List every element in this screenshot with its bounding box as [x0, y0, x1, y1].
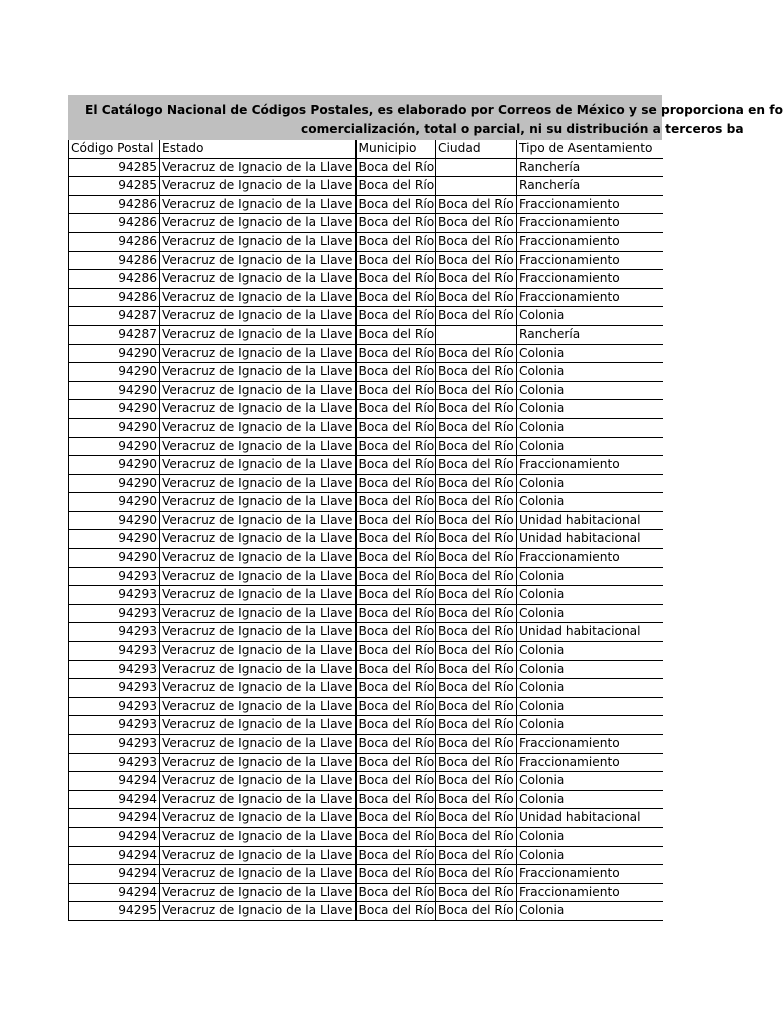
table-row — [69, 679, 663, 698]
cell-ciudad[interactable]: Boca del Río — [436, 493, 517, 512]
notice-line-2: comercialización, total o parcial, ni su distribución a terceros ba — [301, 122, 744, 136]
cell-estado[interactable]: Veracruz de Ignacio de la Llave — [160, 307, 356, 326]
cell-municipio[interactable]: Boca del Río — [356, 735, 436, 754]
cell-tipo-asentamiento[interactable]: Fraccionamiento — [517, 214, 663, 233]
cell-ciudad[interactable]: Boca del Río — [436, 660, 517, 679]
cell-codigo-postal[interactable]: 94287 — [69, 325, 160, 344]
cell-municipio[interactable]: Boca del Río — [356, 493, 436, 512]
cell-codigo-postal[interactable]: 94293 — [69, 735, 160, 754]
cell-codigo-postal[interactable]: 94294 — [69, 790, 160, 809]
cell-codigo-postal[interactable]: 94294 — [69, 883, 160, 902]
cell-ciudad[interactable]: Boca del Río — [436, 846, 517, 865]
cell-municipio[interactable]: Boca del Río — [356, 883, 436, 902]
cell-tipo-asentamiento[interactable]: Colonia — [517, 418, 663, 437]
table-row — [69, 530, 663, 549]
cell-codigo-postal[interactable]: 94293 — [69, 586, 160, 605]
cell-estado[interactable]: Veracruz de Ignacio de la Llave — [160, 827, 356, 846]
cell-estado[interactable]: Veracruz de Ignacio de la Llave — [160, 809, 356, 828]
cell-estado[interactable]: Veracruz de Ignacio de la Llave — [160, 325, 356, 344]
table-row — [69, 790, 663, 809]
cell-tipo-asentamiento[interactable]: Colonia — [517, 772, 663, 791]
cell-municipio[interactable]: Boca del Río — [356, 363, 436, 382]
cell-estado[interactable]: Veracruz de Ignacio de la Llave — [160, 586, 356, 605]
cell-ciudad[interactable]: Boca del Río — [436, 288, 517, 307]
notice-line-1: El Catálogo Nacional de Códigos Postales, es elaborado por Correos de México y se proporciona en fo — [85, 103, 783, 117]
cell-tipo-asentamiento[interactable]: Colonia — [517, 344, 663, 363]
table-row — [69, 325, 663, 344]
table-row — [69, 735, 663, 754]
cell-codigo-postal[interactable]: 94294 — [69, 827, 160, 846]
cell-tipo-asentamiento[interactable]: Colonia — [517, 902, 663, 921]
cell-codigo-postal[interactable]: 94286 — [69, 288, 160, 307]
cell-estado[interactable]: Veracruz de Ignacio de la Llave — [160, 623, 356, 642]
cell-municipio[interactable]: Boca del Río — [356, 232, 436, 251]
cell-estado[interactable]: Veracruz de Ignacio de la Llave — [160, 474, 356, 493]
cell-estado[interactable]: Veracruz de Ignacio de la Llave — [160, 456, 356, 475]
cell-municipio[interactable]: Boca del Río — [356, 827, 436, 846]
cell-ciudad[interactable]: Boca del Río — [436, 790, 517, 809]
cell-tipo-asentamiento[interactable]: Fraccionamiento — [517, 753, 663, 772]
cell-tipo-asentamiento[interactable]: Colonia — [517, 586, 663, 605]
cell-estado[interactable]: Veracruz de Ignacio de la Llave — [160, 232, 356, 251]
cell-municipio[interactable]: Boca del Río — [356, 456, 436, 475]
header-ciudad[interactable]: Ciudad — [436, 140, 517, 158]
cell-tipo-asentamiento[interactable]: Fraccionamiento — [517, 251, 663, 270]
cell-municipio[interactable]: Boca del Río — [356, 846, 436, 865]
cell-ciudad[interactable]: Boca del Río — [436, 827, 517, 846]
table-row — [69, 400, 663, 419]
cell-estado[interactable]: Veracruz de Ignacio de la Llave — [160, 642, 356, 661]
header-municipio[interactable]: Municipio — [356, 140, 436, 158]
table-row — [69, 642, 663, 661]
cell-municipio[interactable]: Boca del Río — [356, 251, 436, 270]
cell-estado[interactable]: Veracruz de Ignacio de la Llave — [160, 288, 356, 307]
cell-tipo-asentamiento[interactable]: Unidad habitacional — [517, 530, 663, 549]
table-row — [69, 623, 663, 642]
cell-codigo-postal[interactable]: 94286 — [69, 270, 160, 289]
cell-estado[interactable]: Veracruz de Ignacio de la Llave — [160, 158, 356, 177]
cell-ciudad[interactable]: Boca del Río — [436, 418, 517, 437]
cell-ciudad[interactable]: Boca del Río — [436, 567, 517, 586]
cell-ciudad[interactable]: Boca del Río — [436, 772, 517, 791]
cell-municipio[interactable]: Boca del Río — [356, 177, 436, 196]
cell-estado[interactable]: Veracruz de Ignacio de la Llave — [160, 846, 356, 865]
table-row — [69, 846, 663, 865]
table-row — [69, 456, 663, 475]
cell-ciudad[interactable] — [436, 158, 517, 177]
table-row — [69, 604, 663, 623]
cell-ciudad[interactable]: Boca del Río — [436, 307, 517, 326]
cell-ciudad[interactable]: Boca del Río — [436, 363, 517, 382]
table-row — [69, 251, 663, 270]
cell-estado[interactable]: Veracruz de Ignacio de la Llave — [160, 437, 356, 456]
cell-municipio[interactable]: Boca del Río — [356, 679, 436, 698]
table-row — [69, 418, 663, 437]
table-row — [69, 716, 663, 735]
header-tipo-asentamiento[interactable]: Tipo de Asentamiento — [517, 140, 663, 158]
cell-codigo-postal[interactable]: 94287 — [69, 307, 160, 326]
cell-municipio[interactable]: Boca del Río — [356, 158, 436, 177]
header-row — [69, 140, 663, 158]
table-row — [69, 772, 663, 791]
cell-municipio[interactable]: Boca del Río — [356, 716, 436, 735]
cell-estado[interactable]: Veracruz de Ignacio de la Llave — [160, 753, 356, 772]
cell-tipo-asentamiento[interactable]: Ranchería — [517, 158, 663, 177]
cell-codigo-postal[interactable]: 94290 — [69, 549, 160, 568]
cell-estado[interactable]: Veracruz de Ignacio de la Llave — [160, 418, 356, 437]
cell-codigo-postal[interactable]: 94290 — [69, 344, 160, 363]
cell-municipio[interactable]: Boca del Río — [356, 437, 436, 456]
cell-estado[interactable]: Veracruz de Ignacio de la Llave — [160, 865, 356, 884]
cell-ciudad[interactable]: Boca del Río — [436, 623, 517, 642]
table-row — [69, 158, 663, 177]
table-body — [69, 158, 663, 920]
cell-municipio[interactable]: Boca del Río — [356, 660, 436, 679]
table-row — [69, 809, 663, 828]
cell-tipo-asentamiento[interactable]: Colonia — [517, 679, 663, 698]
cell-tipo-asentamiento[interactable]: Colonia — [517, 474, 663, 493]
cell-codigo-postal[interactable]: 94293 — [69, 623, 160, 642]
cell-estado[interactable]: Veracruz de Ignacio de la Llave — [160, 660, 356, 679]
cell-tipo-asentamiento[interactable]: Unidad habitacional — [517, 511, 663, 530]
table-row — [69, 883, 663, 902]
cell-codigo-postal[interactable]: 94290 — [69, 456, 160, 475]
cell-estado[interactable]: Veracruz de Ignacio de la Llave — [160, 214, 356, 233]
cell-estado[interactable]: Veracruz de Ignacio de la Llave — [160, 567, 356, 586]
cell-ciudad[interactable]: Boca del Río — [436, 381, 517, 400]
cell-municipio[interactable]: Boca del Río — [356, 902, 436, 921]
cell-ciudad[interactable]: Boca del Río — [436, 753, 517, 772]
cell-estado[interactable]: Veracruz de Ignacio de la Llave — [160, 344, 356, 363]
cell-codigo-postal[interactable]: 94293 — [69, 660, 160, 679]
cell-ciudad[interactable]: Boca del Río — [436, 604, 517, 623]
table-row — [69, 474, 663, 493]
cell-ciudad[interactable]: Boca del Río — [436, 530, 517, 549]
cell-ciudad[interactable] — [436, 177, 517, 196]
cell-tipo-asentamiento[interactable]: Colonia — [517, 716, 663, 735]
cell-tipo-asentamiento[interactable]: Colonia — [517, 363, 663, 382]
cell-ciudad[interactable]: Boca del Río — [436, 437, 517, 456]
table-row — [69, 511, 663, 530]
cell-municipio[interactable]: Boca del Río — [356, 549, 436, 568]
cell-codigo-postal[interactable]: 94290 — [69, 474, 160, 493]
table-row — [69, 177, 663, 196]
cell-estado[interactable]: Veracruz de Ignacio de la Llave — [160, 697, 356, 716]
table-row — [69, 902, 663, 921]
cell-codigo-postal[interactable]: 94293 — [69, 679, 160, 698]
cell-ciudad[interactable]: Boca del Río — [436, 344, 517, 363]
table-row — [69, 567, 663, 586]
cell-tipo-asentamiento[interactable]: Colonia — [517, 437, 663, 456]
cell-tipo-asentamiento[interactable]: Fraccionamiento — [517, 883, 663, 902]
table-row — [69, 214, 663, 233]
cell-estado[interactable]: Veracruz de Ignacio de la Llave — [160, 270, 356, 289]
cell-municipio[interactable]: Boca del Río — [356, 809, 436, 828]
cell-estado[interactable]: Veracruz de Ignacio de la Llave — [160, 716, 356, 735]
cell-ciudad[interactable]: Boca del Río — [436, 716, 517, 735]
cell-municipio[interactable]: Boca del Río — [356, 325, 436, 344]
cell-tipo-asentamiento[interactable]: Colonia — [517, 604, 663, 623]
cell-tipo-asentamiento[interactable]: Colonia — [517, 567, 663, 586]
cell-ciudad[interactable]: Boca del Río — [436, 456, 517, 475]
cell-tipo-asentamiento[interactable]: Fraccionamiento — [517, 232, 663, 251]
cell-codigo-postal[interactable]: 94290 — [69, 493, 160, 512]
cell-municipio[interactable]: Boca del Río — [356, 567, 436, 586]
cell-estado[interactable]: Veracruz de Ignacio de la Llave — [160, 549, 356, 568]
cell-municipio[interactable]: Boca del Río — [356, 772, 436, 791]
cell-codigo-postal[interactable]: 94286 — [69, 232, 160, 251]
cell-codigo-postal[interactable]: 94294 — [69, 846, 160, 865]
cell-ciudad[interactable]: Boca del Río — [436, 679, 517, 698]
cell-tipo-asentamiento[interactable]: Colonia — [517, 307, 663, 326]
cell-tipo-asentamiento[interactable]: Colonia — [517, 697, 663, 716]
cell-municipio[interactable]: Boca del Río — [356, 530, 436, 549]
table-row — [69, 493, 663, 512]
cell-codigo-postal[interactable]: 94294 — [69, 809, 160, 828]
catalog-notice-banner — [68, 95, 783, 140]
cell-municipio[interactable]: Boca del Río — [356, 511, 436, 530]
table-row — [69, 307, 663, 326]
cell-municipio[interactable]: Boca del Río — [356, 418, 436, 437]
cell-codigo-postal[interactable]: 94290 — [69, 400, 160, 419]
table-row — [69, 232, 663, 251]
cell-estado[interactable]: Veracruz de Ignacio de la Llave — [160, 195, 356, 214]
cell-municipio[interactable]: Boca del Río — [356, 586, 436, 605]
cell-municipio[interactable]: Boca del Río — [356, 400, 436, 419]
cell-municipio[interactable]: Boca del Río — [356, 270, 436, 289]
table-row — [69, 660, 663, 679]
cell-codigo-postal[interactable]: 94294 — [69, 772, 160, 791]
cell-municipio[interactable]: Boca del Río — [356, 604, 436, 623]
table-row — [69, 270, 663, 289]
cell-codigo-postal[interactable]: 94293 — [69, 697, 160, 716]
table-row — [69, 363, 663, 382]
cell-codigo-postal[interactable]: 94290 — [69, 363, 160, 382]
cell-tipo-asentamiento[interactable]: Colonia — [517, 827, 663, 846]
cell-codigo-postal[interactable]: 94290 — [69, 530, 160, 549]
cell-estado[interactable]: Veracruz de Ignacio de la Llave — [160, 511, 356, 530]
cell-estado[interactable]: Veracruz de Ignacio de la Llave — [160, 493, 356, 512]
cell-codigo-postal[interactable]: 94286 — [69, 214, 160, 233]
cell-municipio[interactable]: Boca del Río — [356, 381, 436, 400]
cell-estado[interactable]: Veracruz de Ignacio de la Llave — [160, 530, 356, 549]
cell-municipio[interactable]: Boca del Río — [356, 214, 436, 233]
cell-codigo-postal[interactable]: 94290 — [69, 418, 160, 437]
cell-municipio[interactable]: Boca del Río — [356, 623, 436, 642]
cell-municipio[interactable]: Boca del Río — [356, 790, 436, 809]
cell-ciudad[interactable]: Boca del Río — [436, 586, 517, 605]
cell-ciudad[interactable]: Boca del Río — [436, 809, 517, 828]
postal-code-table — [68, 140, 663, 921]
cell-estado[interactable]: Veracruz de Ignacio de la Llave — [160, 902, 356, 921]
spreadsheet — [68, 95, 783, 921]
cell-estado[interactable]: Veracruz de Ignacio de la Llave — [160, 604, 356, 623]
table-row — [69, 344, 663, 363]
cell-estado[interactable]: Veracruz de Ignacio de la Llave — [160, 735, 356, 754]
cell-estado[interactable]: Veracruz de Ignacio de la Llave — [160, 251, 356, 270]
cell-tipo-asentamiento[interactable]: Fraccionamiento — [517, 735, 663, 754]
cell-codigo-postal[interactable]: 94293 — [69, 604, 160, 623]
table-row — [69, 288, 663, 307]
cell-codigo-postal[interactable]: 94293 — [69, 716, 160, 735]
table-row — [69, 381, 663, 400]
cell-tipo-asentamiento[interactable]: Colonia — [517, 493, 663, 512]
cell-ciudad[interactable]: Boca del Río — [436, 642, 517, 661]
cell-tipo-asentamiento[interactable]: Unidad habitacional — [517, 623, 663, 642]
cell-municipio[interactable]: Boca del Río — [356, 697, 436, 716]
cell-tipo-asentamiento[interactable]: Colonia — [517, 642, 663, 661]
cell-codigo-postal[interactable]: 94293 — [69, 642, 160, 661]
cell-tipo-asentamiento[interactable]: Fraccionamiento — [517, 456, 663, 475]
table-row — [69, 753, 663, 772]
cell-codigo-postal[interactable]: 94290 — [69, 437, 160, 456]
cell-ciudad[interactable]: Boca del Río — [436, 511, 517, 530]
cell-estado[interactable]: Veracruz de Ignacio de la Llave — [160, 679, 356, 698]
cell-tipo-asentamiento[interactable]: Ranchería — [517, 177, 663, 196]
cell-codigo-postal[interactable]: 94285 — [69, 177, 160, 196]
cell-codigo-postal[interactable]: 94290 — [69, 381, 160, 400]
cell-estado[interactable]: Veracruz de Ignacio de la Llave — [160, 790, 356, 809]
cell-municipio[interactable]: Boca del Río — [356, 288, 436, 307]
cell-ciudad[interactable]: Boca del Río — [436, 697, 517, 716]
header-codigo-postal[interactable]: Código Postal — [69, 140, 160, 158]
cell-ciudad[interactable]: Boca del Río — [436, 549, 517, 568]
cell-tipo-asentamiento[interactable]: Fraccionamiento — [517, 549, 663, 568]
cell-codigo-postal[interactable]: 94293 — [69, 753, 160, 772]
cell-codigo-postal[interactable]: 94290 — [69, 511, 160, 530]
cell-estado[interactable]: Veracruz de Ignacio de la Llave — [160, 772, 356, 791]
cell-tipo-asentamiento[interactable]: Fraccionamiento — [517, 288, 663, 307]
cell-tipo-asentamiento[interactable]: Colonia — [517, 660, 663, 679]
cell-ciudad[interactable] — [436, 325, 517, 344]
cell-ciudad[interactable]: Boca del Río — [436, 270, 517, 289]
header-estado[interactable]: Estado — [160, 140, 356, 158]
cell-estado[interactable]: Veracruz de Ignacio de la Llave — [160, 381, 356, 400]
cell-codigo-postal[interactable]: 94286 — [69, 251, 160, 270]
table-row — [69, 827, 663, 846]
cell-ciudad[interactable]: Boca del Río — [436, 214, 517, 233]
cell-municipio[interactable]: Boca del Río — [356, 474, 436, 493]
table-row — [69, 437, 663, 456]
cell-tipo-asentamiento[interactable]: Fraccionamiento — [517, 865, 663, 884]
cell-estado[interactable]: Veracruz de Ignacio de la Llave — [160, 400, 356, 419]
cell-ciudad[interactable]: Boca del Río — [436, 883, 517, 902]
cell-tipo-asentamiento[interactable]: Fraccionamiento — [517, 270, 663, 289]
cell-municipio[interactable]: Boca del Río — [356, 195, 436, 214]
cell-ciudad[interactable]: Boca del Río — [436, 865, 517, 884]
table-row — [69, 195, 663, 214]
cell-estado[interactable]: Veracruz de Ignacio de la Llave — [160, 177, 356, 196]
cell-tipo-asentamiento[interactable]: Unidad habitacional — [517, 809, 663, 828]
cell-tipo-asentamiento[interactable]: Fraccionamiento — [517, 195, 663, 214]
cell-codigo-postal[interactable]: 94295 — [69, 902, 160, 921]
table-row — [69, 549, 663, 568]
cell-ciudad[interactable]: Boca del Río — [436, 735, 517, 754]
cell-tipo-asentamiento[interactable]: Colonia — [517, 846, 663, 865]
cell-municipio[interactable]: Boca del Río — [356, 753, 436, 772]
cell-ciudad[interactable]: Boca del Río — [436, 474, 517, 493]
cell-municipio[interactable]: Boca del Río — [356, 307, 436, 326]
cell-municipio[interactable]: Boca del Río — [356, 344, 436, 363]
cell-codigo-postal[interactable]: 94293 — [69, 567, 160, 586]
cell-estado[interactable]: Veracruz de Ignacio de la Llave — [160, 883, 356, 902]
cell-codigo-postal[interactable]: 94286 — [69, 195, 160, 214]
cell-ciudad[interactable]: Boca del Río — [436, 902, 517, 921]
cell-tipo-asentamiento[interactable]: Colonia — [517, 381, 663, 400]
cell-municipio[interactable]: Boca del Río — [356, 865, 436, 884]
cell-ciudad[interactable]: Boca del Río — [436, 251, 517, 270]
cell-codigo-postal[interactable]: 94285 — [69, 158, 160, 177]
cell-ciudad[interactable]: Boca del Río — [436, 195, 517, 214]
table-row — [69, 865, 663, 884]
cell-ciudad[interactable]: Boca del Río — [436, 232, 517, 251]
cell-ciudad[interactable]: Boca del Río — [436, 400, 517, 419]
table-row — [69, 697, 663, 716]
cell-tipo-asentamiento[interactable]: Ranchería — [517, 325, 663, 344]
cell-estado[interactable]: Veracruz de Ignacio de la Llave — [160, 363, 356, 382]
cell-codigo-postal[interactable]: 94294 — [69, 865, 160, 884]
cell-tipo-asentamiento[interactable]: Colonia — [517, 400, 663, 419]
table-row — [69, 586, 663, 605]
cell-municipio[interactable]: Boca del Río — [356, 642, 436, 661]
cell-tipo-asentamiento[interactable]: Colonia — [517, 790, 663, 809]
